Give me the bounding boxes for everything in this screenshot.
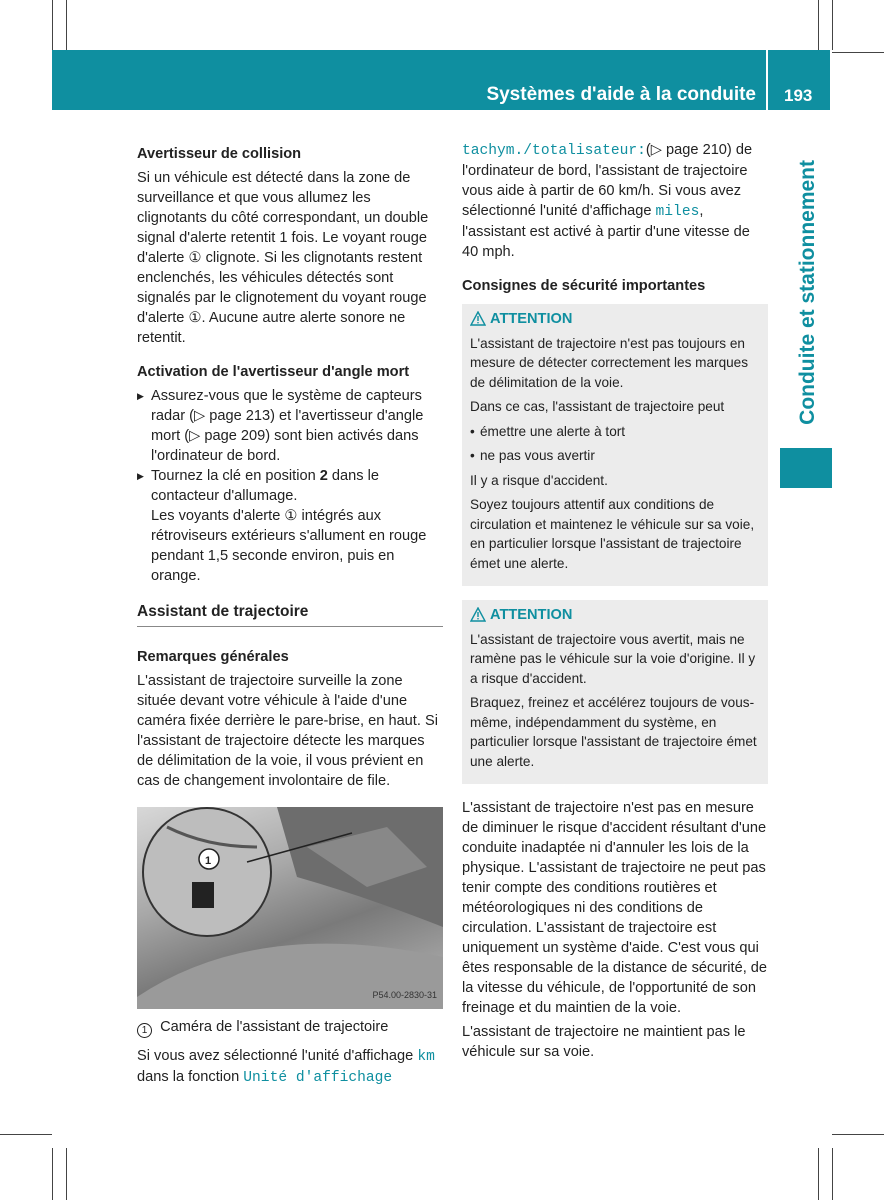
- warning-title: [470, 606, 760, 626]
- warning-triangle-icon: [470, 607, 486, 622]
- page-number-box: [768, 50, 830, 110]
- crop-mark: [52, 0, 53, 50]
- menu-function-name: tachym./totalisateur:: [462, 143, 646, 159]
- warning-box: [462, 600, 768, 784]
- header-bar: [52, 50, 766, 110]
- text: , l'assistant est activé à partir d'une vitesse de 40 mph.: [462, 203, 750, 260]
- paragraph: Si un véhicule est détecté dans la zone de surveillance et que vous allumez les clignotants du côté correspondant, un double signal d'alerte retentit 1 fois. Le voyant rouge d'alerte ① clignote. Si les clignotants restent enclenchés, les véhicules détectés sont signalés par le clignotement du voyant rouge d'alerte ①. Aucune autre alerte sonore ne retentit.: [137, 170, 429, 346]
- left-column: [137, 140, 443, 1088]
- chapter-tab-marker: [780, 448, 832, 488]
- warning-title: [470, 310, 760, 330]
- camera-photo: [137, 807, 443, 1009]
- heading-blind-spot-activation: Activation de l'avertisseur d'angle mort: [137, 364, 410, 380]
- crop-mark: [818, 0, 819, 50]
- display-unit-value: miles: [655, 204, 700, 220]
- page-number: 193: [784, 86, 813, 105]
- instruction-item: [137, 386, 443, 466]
- heading-collision-warning: Avertisseur de collision: [137, 146, 302, 162]
- warning-triangle-icon: [470, 311, 486, 326]
- photo-caption: [137, 1017, 443, 1038]
- instruction-text: Assurez-vous que le système de capteurs radar (▷ page 213) et l'avertisseur d'angle mort (▷ page 209) sont bien activés dans l'ordinateur de bord.: [151, 388, 424, 464]
- display-unit-value: km: [417, 1049, 435, 1065]
- warning-text: Braquez, freinez et accélérez toujours de vous-même, indépendamment du système, en particulier lorsque l'assistant de trajectoire émet une alerte.: [470, 695, 757, 769]
- photo-callout: 1: [205, 855, 212, 867]
- warning-text: Il y a risque d'accident.: [470, 472, 608, 488]
- paragraph: L'assistant de trajectoire surveille la zone située devant votre véhicule à l'aide d'une caméra fixée derrière le pare-brise, en haut. Si l'assistant de trajectoire détecte les marques de délimitation de la voie, il vous prévient en cas de changement involontaire de file.: [137, 673, 438, 789]
- warning-title-text: ATTENTION: [490, 311, 573, 327]
- crop-mark: [0, 1134, 52, 1135]
- caption-text: Caméra de l'assistant de trajectoire: [160, 1019, 389, 1035]
- key-position: 2: [319, 468, 328, 484]
- warning-text: L'assistant de trajectoire n'est pas toujours en mesure de détecter correctement les marques de délimitation de la voie.: [470, 335, 749, 390]
- warning-list-item: • ne pas vous avertir: [470, 446, 760, 466]
- photo-reference-code: P54.00-2830-31: [372, 990, 437, 1000]
- instruction-result: Les voyants d'alerte ① intégrés aux rétroviseurs extérieurs s'allument en rouge pendant 1,5 seconde environ, puis en orange.: [151, 508, 427, 584]
- callout-marker: 1: [137, 1023, 152, 1038]
- chapter-tab: [780, 160, 836, 450]
- section-title: Assistant de trajectoire: [137, 602, 443, 627]
- crop-mark: [66, 0, 67, 50]
- chapter-tab-label: Conduite et stationnement: [796, 160, 819, 425]
- heading-general-notes: Remarques générales: [137, 649, 289, 665]
- paragraph: [137, 1046, 443, 1088]
- page-title: Systèmes d'aide à la conduite: [486, 84, 756, 105]
- windshield-illustration: [137, 807, 443, 1009]
- instruction-item: [137, 466, 443, 506]
- crop-mark: [832, 52, 884, 53]
- heading-safety-notes: Consignes de sécurité importantes: [462, 278, 706, 294]
- text: (▷ page 210) de l'ordinateur de bord, l'assistant de trajectoire vous aide à partir de 60 km/h. Si vous avez sélectionné l'unité d'affichage: [462, 142, 753, 219]
- text: Si vous avez sélectionné l'unité d'affichage: [137, 1048, 418, 1064]
- warning-list-item: • émettre une alerte à tort: [470, 422, 760, 442]
- warning-text: L'assistant de trajectoire vous avertit, mais ne ramène pas le véhicule sur la voie d'origine. Il y a risque d'accident.: [470, 631, 756, 686]
- crop-mark: [832, 1134, 884, 1135]
- paragraph: L'assistant de trajectoire ne maintient pas le véhicule sur sa voie.: [462, 1024, 746, 1060]
- warning-text: Dans ce cas, l'assistant de trajectoire peut: [470, 399, 725, 414]
- paragraph: [462, 140, 768, 262]
- crop-mark: [66, 1148, 67, 1200]
- crop-mark: [832, 1148, 833, 1200]
- paragraph: L'assistant de trajectoire n'est pas en mesure de diminuer le risque d'accident résultant d'une conduite inadaptée ni d'annuler les lois de la physique. L'assistant de trajectoire ne peut pas tenir compte des conditions routières et météorologiques ni des conditions de circulation. L'assistant de trajectoire est uniquement un système d'aide. C'est vous qui êtes responsable de la distance de sécurité, de la vitesse du véhicule, de l'opportunité de son freinage et du maintien de la voie.: [462, 800, 768, 1016]
- instruction-text: dans le contacteur d'allumage.: [151, 468, 379, 504]
- crop-mark: [832, 0, 833, 50]
- crop-mark: [52, 1148, 53, 1200]
- right-column: [462, 140, 768, 1062]
- warning-box: [462, 304, 768, 586]
- text: dans la fonction: [137, 1069, 244, 1085]
- menu-function-name: Unité d'affichage: [243, 1070, 393, 1086]
- crop-mark: [818, 1148, 819, 1200]
- instruction-text: Tournez la clé en position: [151, 468, 320, 484]
- warning-title-text: ATTENTION: [490, 607, 573, 623]
- warning-text: Soyez toujours attentif aux conditions de circulation et maintenez le véhicule sur sa voie, en particulier lorsque l'assistant de trajectoire émet une alerte.: [470, 497, 755, 571]
